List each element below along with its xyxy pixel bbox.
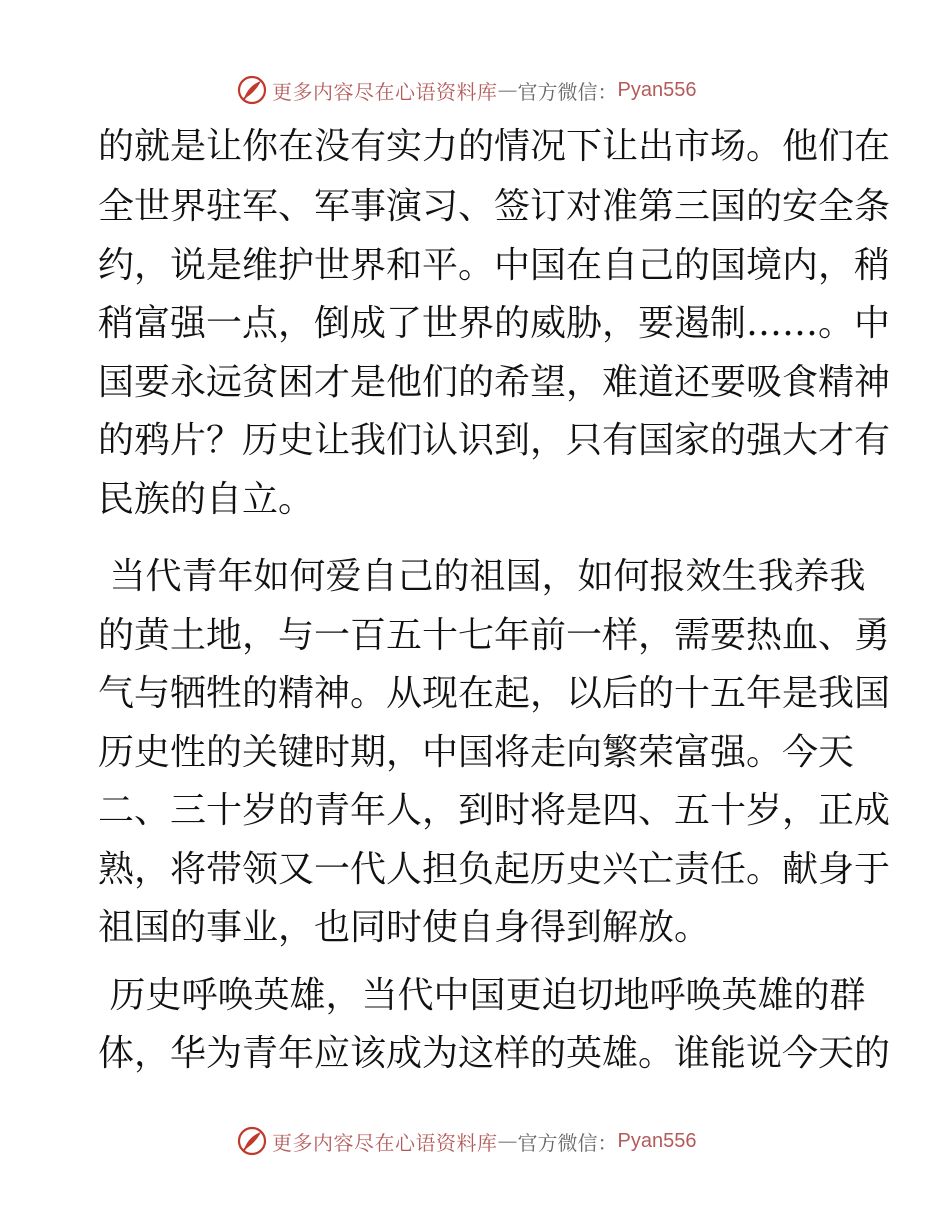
watermark-official-label: 官方微信： [517, 79, 618, 104]
quill-logo-icon [236, 1125, 268, 1157]
watermark-separator: — [497, 78, 518, 102]
body-line: 体，华为青年应该成为这样的英雄。谁能说今天的 [98, 1033, 891, 1074]
body-line: 民族的自立。 [98, 479, 315, 520]
body-line: 约，说是维护世界和平。中国在自己的国境内，稍 [98, 245, 891, 286]
body-line: 气与牺牲的精神。从现在起，以后的十五年是我国 [98, 673, 891, 714]
watermark-separator: — [497, 1129, 518, 1153]
watermark-main-text: 更多内容尽在心语资料库 [272, 1130, 498, 1155]
body-line: 二、三十岁的青年人，到时将是四、五十岁，正成 [98, 790, 891, 831]
watermark-footer [236, 1124, 696, 1158]
watermark-official-label: 官方微信： [517, 1130, 618, 1155]
quill-logo-icon [236, 74, 268, 106]
body-line: 熟，将带领又一代人担负起历史兴亡责任。献身于 [98, 849, 891, 890]
watermark-header [236, 73, 696, 107]
body-line: 的黄土地，与一百五十七年前一样，需要热血、勇 [98, 615, 891, 656]
watermark-wechat-id: Pyan556 [617, 78, 697, 101]
body-line: 全世界驻军、军事演习、签订对准第三国的安全条 [98, 186, 891, 227]
watermark-main-text: 更多内容尽在心语资料库 [272, 79, 498, 104]
body-line: 历史性的关键时期，中国将走向繁荣富强。今天 [98, 732, 855, 773]
body-line: 祖国的事业，也同时使自身得到解放。 [98, 907, 711, 948]
body-line: 的鸦片？历史让我们认识到，只有国家的强大才有 [98, 420, 891, 461]
body-line: 当代青年如何爱自己的祖国，如何报效生我养我 [98, 556, 866, 597]
body-line: 的就是让你在没有实力的情况下让出市场。他们在 [98, 126, 891, 167]
body-line: 历史呼唤英雄，当代中国更迫切地呼唤英雄的群 [98, 975, 866, 1016]
body-line: 国要永远贫困才是他们的希望，难道还要吸食精神 [98, 362, 891, 403]
body-line: 稍富强一点，倒成了世界的威胁，要遏制……。中 [98, 303, 891, 344]
watermark-wechat-id: Pyan556 [617, 1129, 697, 1152]
